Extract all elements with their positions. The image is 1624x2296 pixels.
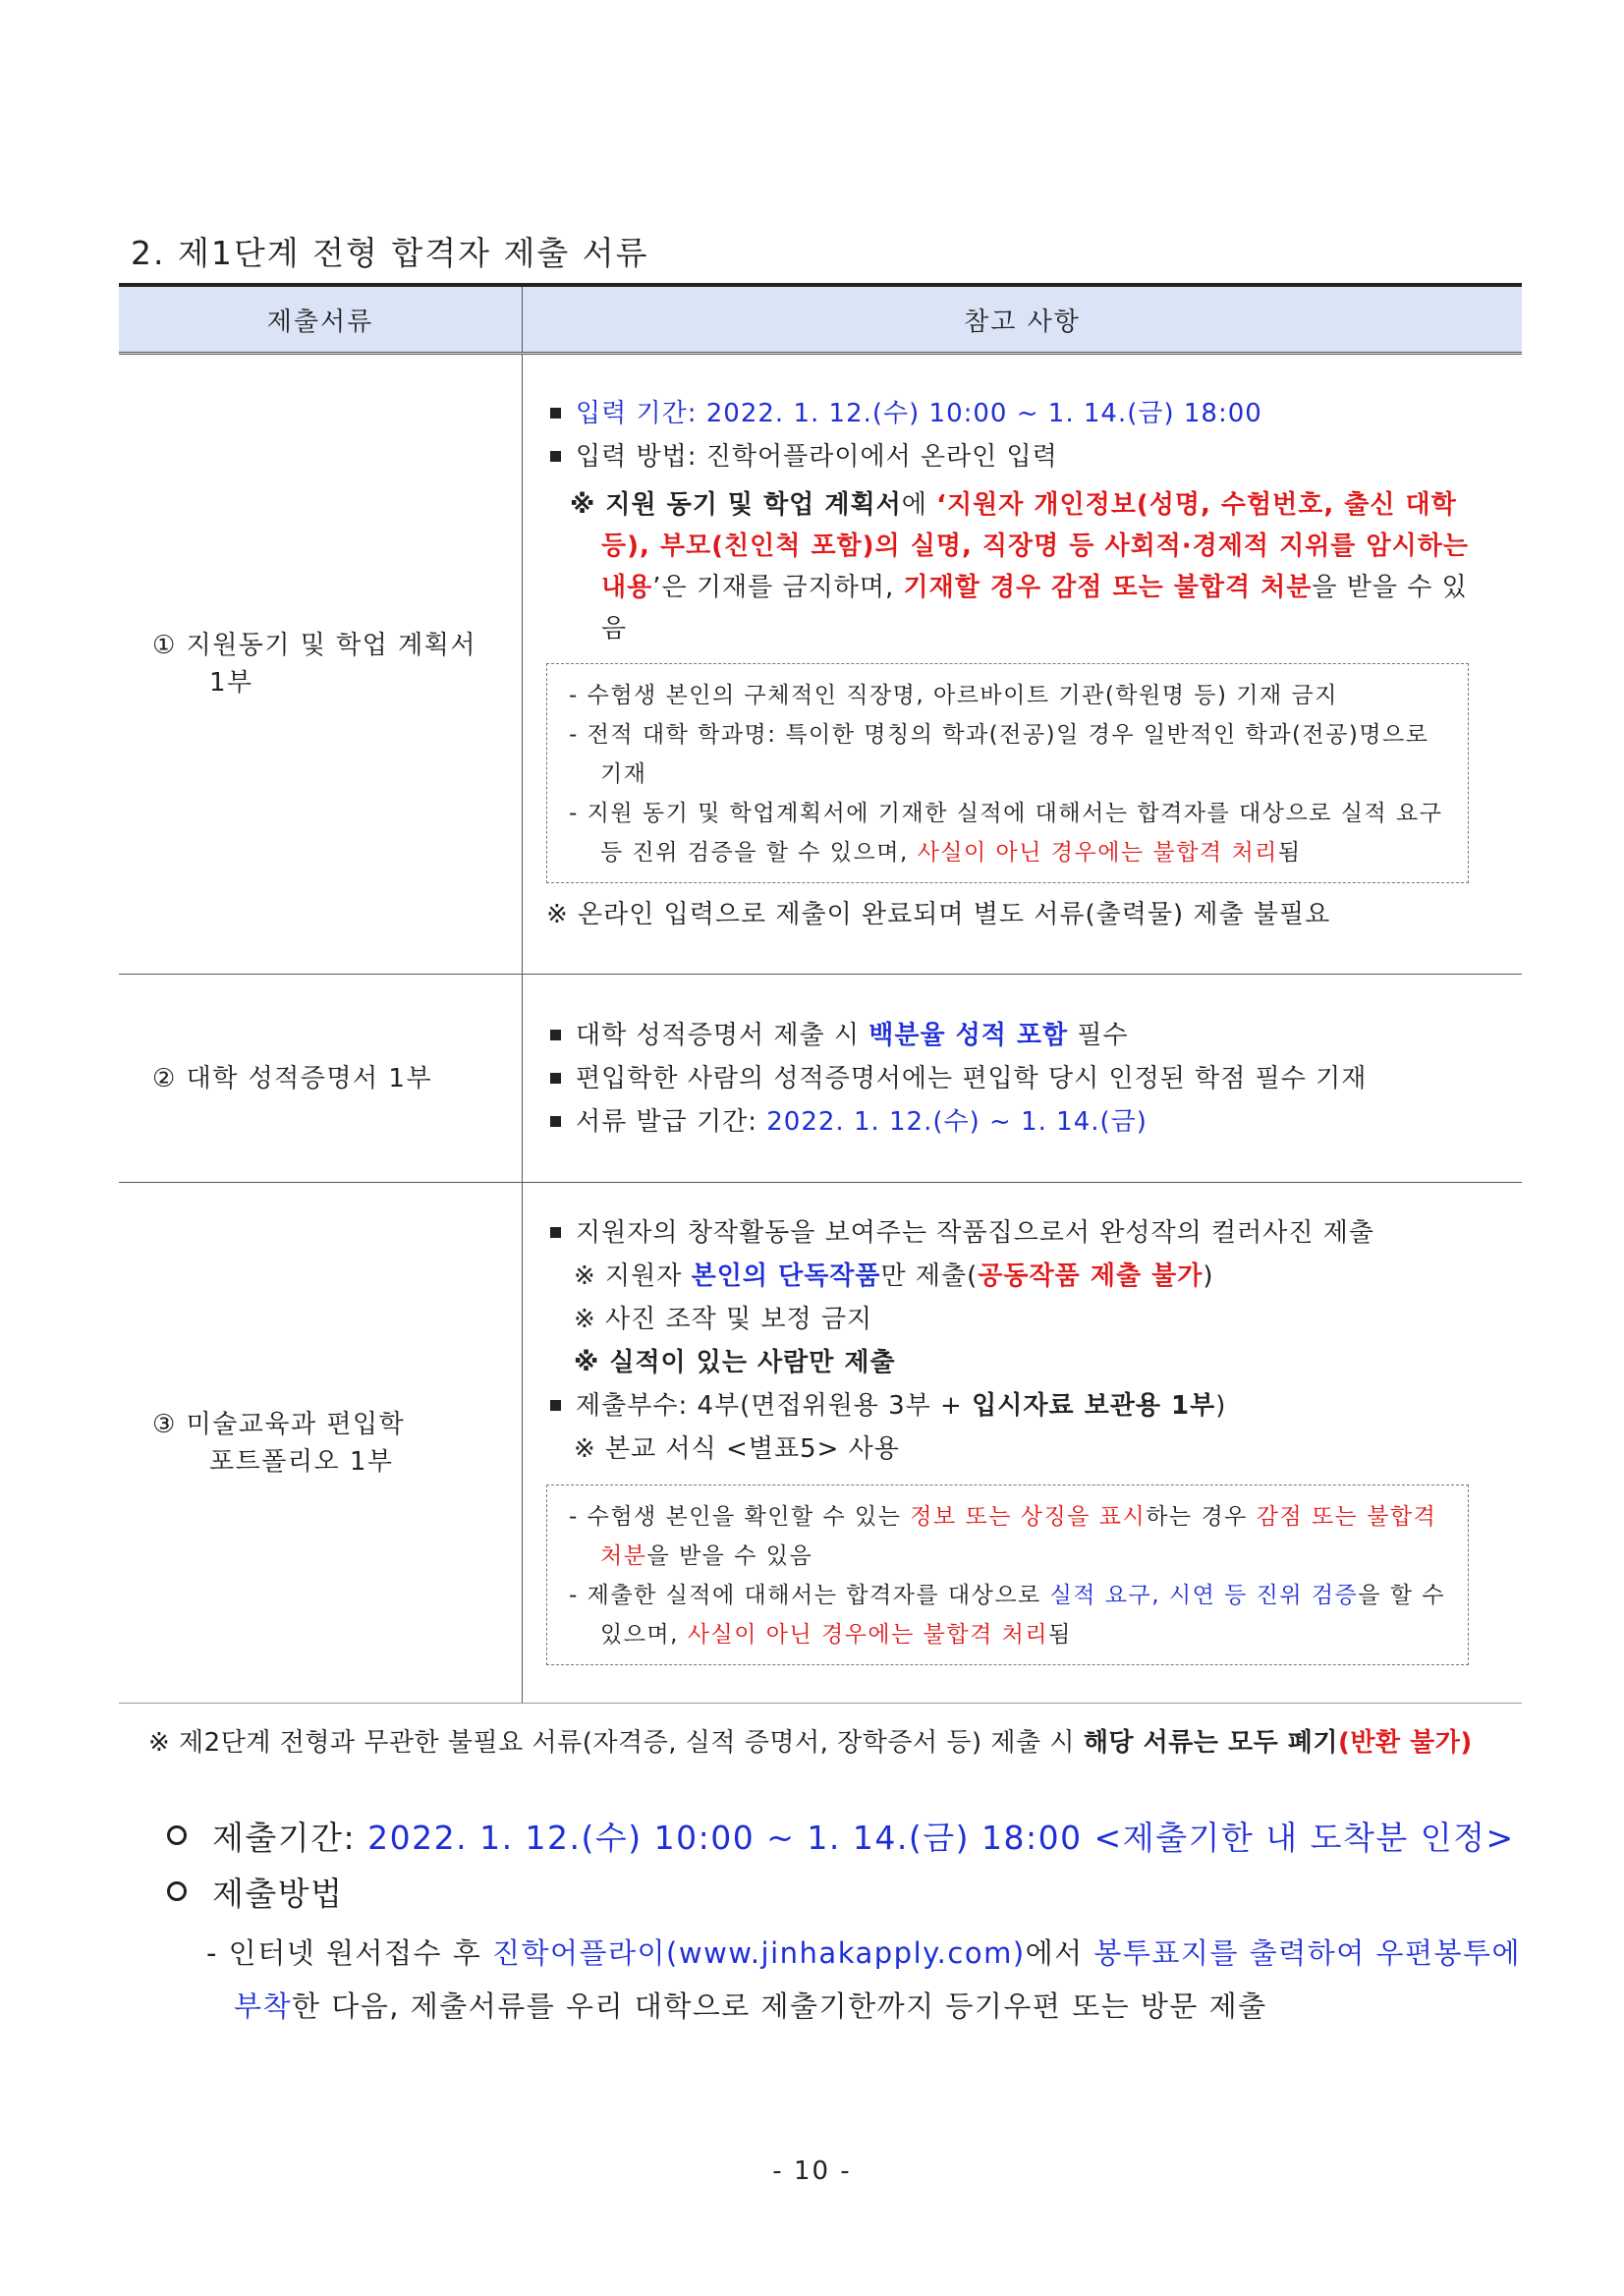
- row1-name-line2: 1부: [209, 668, 253, 698]
- row3-bullet2-text: 제출부수: 4부(면접위원용 3부 +: [576, 1390, 973, 1421]
- circle-bullet-icon: [167, 1825, 187, 1845]
- row2-bullet3-text: 서류 발급 기간:: [576, 1106, 767, 1137]
- row3-detail-box: [546, 1484, 1469, 1665]
- row2-bullet1-text: 대학 성적증명서 제출 시: [576, 1020, 869, 1050]
- row3-note1: [546, 1255, 1492, 1298]
- footnote: [148, 1722, 1473, 1759]
- row2-notes: [523, 975, 1523, 1183]
- row2-document-name: ② 대학 성적증명서 1부: [119, 975, 523, 1183]
- row1-online-note: ※ 온라인 입력으로 제출이 완료되며 별도 서류(출력물) 제출 불필요: [546, 900, 1331, 929]
- row3-box-line2-tail: 됨: [1048, 1621, 1072, 1648]
- header-notes: 참고 사항: [523, 287, 1523, 354]
- row3-note1-mid: 만 제출(: [880, 1260, 979, 1291]
- row3-bullet1: 지원자의 창작활동을 보여주는 작품집으로서 완성작의 컬러사진 제출: [546, 1211, 1492, 1255]
- row1-box-line3: [569, 794, 1448, 872]
- method-line1-mid: 에서: [1025, 1936, 1094, 1970]
- row2-bullet3-blue: 2022. 1. 12.(수) ~ 1. 14.(금): [766, 1106, 1148, 1137]
- row3-name-line1: ③ 미술교육과 편입학: [152, 1409, 406, 1439]
- method-line1-text: - 인터넷 원서접수 후: [206, 1936, 492, 1970]
- page-number: - 10 -: [772, 2156, 852, 2186]
- section-title: 2. 제1단계 전형 합격자 제출 서류: [131, 234, 649, 272]
- row3-box-line1-mid: 하는 경우: [1146, 1503, 1257, 1530]
- row1-box-line3-tail: 됨: [1277, 840, 1302, 866]
- row1-document-name: [119, 354, 523, 975]
- row1-note-red2: 기재할 경우 감점 또는 불합격 처분: [903, 573, 1313, 602]
- row3-box-line1-red: 정보 또는 상징을 표시: [910, 1503, 1147, 1530]
- row3-bullet2-tail: ): [1215, 1390, 1227, 1421]
- row2-bullet3: [546, 1100, 1492, 1144]
- circle-bullet-icon: [167, 1881, 187, 1901]
- submission-period: [167, 1813, 1515, 1859]
- row1-note-tail1: ’은 기재를 금지하며,: [652, 573, 904, 602]
- submission-method-heading: [167, 1869, 344, 1915]
- table-header-row: [119, 287, 1522, 354]
- table-row: [119, 354, 1522, 975]
- row3-name-line2: 포트폴리오 1부: [209, 1446, 394, 1477]
- row2-bullet1-tail: 필수: [1068, 1020, 1129, 1050]
- header-documents: 제출서류: [119, 287, 523, 354]
- row3-box-line2-mid: 을 할 수 있으며,: [600, 1582, 1446, 1648]
- row1-detail-box: [546, 663, 1469, 883]
- method-line2-blue: 부착: [234, 1989, 293, 2023]
- method-line2: [234, 1985, 1267, 2025]
- row1-note-tail2: 을 받을 수 있음: [601, 573, 1468, 644]
- footnote-red: (반환 불가): [1338, 1728, 1473, 1758]
- row1-input-method: 입력 방법: 진학어플라이에서 온라인 입력: [546, 435, 1492, 478]
- method-line1: [206, 1932, 1521, 1972]
- row1-input-period: 입력 기간: 2022. 1. 12.(수) 10:00 ~ 1. 14.(금) 18:00: [546, 392, 1492, 435]
- row3-note3: ※ 실적이 있는 사람만 제출: [574, 1347, 896, 1377]
- method-line2-text: 한 다음, 제출서류를 우리 대학으로 제출기한까지 등기우편 또는 방문 제출: [292, 1989, 1267, 2023]
- row3-bullet2: [546, 1384, 1492, 1428]
- row2-bullet1: [546, 1014, 1492, 1057]
- row2-bullet1-blue: 백분율 성적 포함: [868, 1020, 1069, 1050]
- row2-bullet2: 편입학한 사람의 성적증명서에는 편입학 당시 인정된 학점 필수 기재: [546, 1057, 1492, 1100]
- method-line1-blue: 진학어플라이(www.jinhakapply.com): [491, 1936, 1026, 1970]
- row3-note1-tail: ): [1203, 1260, 1214, 1291]
- footnote-text: ※ 제2단계 전형과 무관한 불필요 서류(자격증, 실적 증명서, 장학증서 등) 제출 시: [148, 1728, 1084, 1758]
- row1-notes: [523, 354, 1523, 975]
- row1-note-mid: 에: [901, 490, 937, 520]
- row3-document-name: [119, 1183, 523, 1704]
- row3-bullet2-bold: 입시자료 보관용 1부: [972, 1390, 1216, 1421]
- row3-box-line1: [569, 1497, 1448, 1576]
- row1-note-prefix: ※ 지원 동기 및 학업 계획서: [570, 490, 902, 520]
- method-line1-blue2: 봉투표지를 출력하여 우편봉투에: [1093, 1936, 1522, 1970]
- row1-box-line2: - 전적 대학 학과명: 특이한 명칭의 학과(전공)일 경우 일반적인 학과(전공)명으로 기재: [569, 722, 1429, 787]
- documents-table: [119, 287, 1522, 1704]
- row1-name-line1: ① 지원동기 및 학업 계획서: [152, 631, 477, 660]
- row1-box-line3-red: 사실이 아닌 경우에는 불합격 처리: [917, 840, 1278, 866]
- row1-note-red: ‘지원자 개인정보(성명, 수험번호, 출신 대학 등), 부모(친인척 포함)의 실명, 직장명 등 사회적·경제적 지위를 암시하는 내용: [601, 490, 1469, 602]
- row3-note1-red: 공동작품 제출 불가: [978, 1260, 1204, 1291]
- row3-box-line1-text: - 수험생 본인을 확인할 수 있는: [569, 1503, 911, 1530]
- row3-note1-text: ※ 지원자: [574, 1260, 692, 1291]
- table-row: [119, 975, 1522, 1183]
- row3-note1-blue: 본인의 단독작품: [691, 1260, 881, 1291]
- row3-note4: ※ 본교 서식 <별표5> 사용: [574, 1433, 900, 1464]
- row1-box-line1: - 수험생 본인의 구체적인 직장명, 아르바이트 기관(학원명 등) 기재 금지: [569, 683, 1338, 708]
- method-label: 제출방법: [212, 1875, 344, 1913]
- row3-note2: ※ 사진 조작 및 보정 금지: [574, 1304, 873, 1334]
- row3-box-line2-blue: 실적 요구, 시연 등 진위 검증: [1049, 1582, 1359, 1608]
- row3-box-line2-text: - 제출한 실적에 대해서는 합격자를 대상으로: [569, 1582, 1050, 1608]
- row3-box-line2: [569, 1576, 1448, 1654]
- row1-caution-note: [546, 484, 1492, 649]
- period-value: 2022. 1. 12.(수) 10:00 ~ 1. 14.(금) 18:00 <제출기한 내 도착분 인정>: [367, 1819, 1515, 1857]
- footnote-bold: 해당 서류는 모두 폐기: [1083, 1728, 1339, 1758]
- row1-box-line3-text: - 지원 동기 및 학업계획서에 기재한 실적에 대해서는 합격자를 대상으로 실적 요구 등 진위 검증을 할 수 있으며,: [569, 801, 1443, 866]
- row3-box-line2-red: 사실이 아닌 경우에는 불합격 처리: [687, 1621, 1049, 1648]
- period-label: 제출기간:: [212, 1819, 368, 1857]
- row3-notes: [523, 1183, 1523, 1704]
- row3-box-line1-red2: 감점 또는 불합격 처분: [600, 1503, 1437, 1569]
- table-row: [119, 1183, 1522, 1704]
- row3-box-line1-tail: 을 받을 수 있음: [646, 1542, 813, 1569]
